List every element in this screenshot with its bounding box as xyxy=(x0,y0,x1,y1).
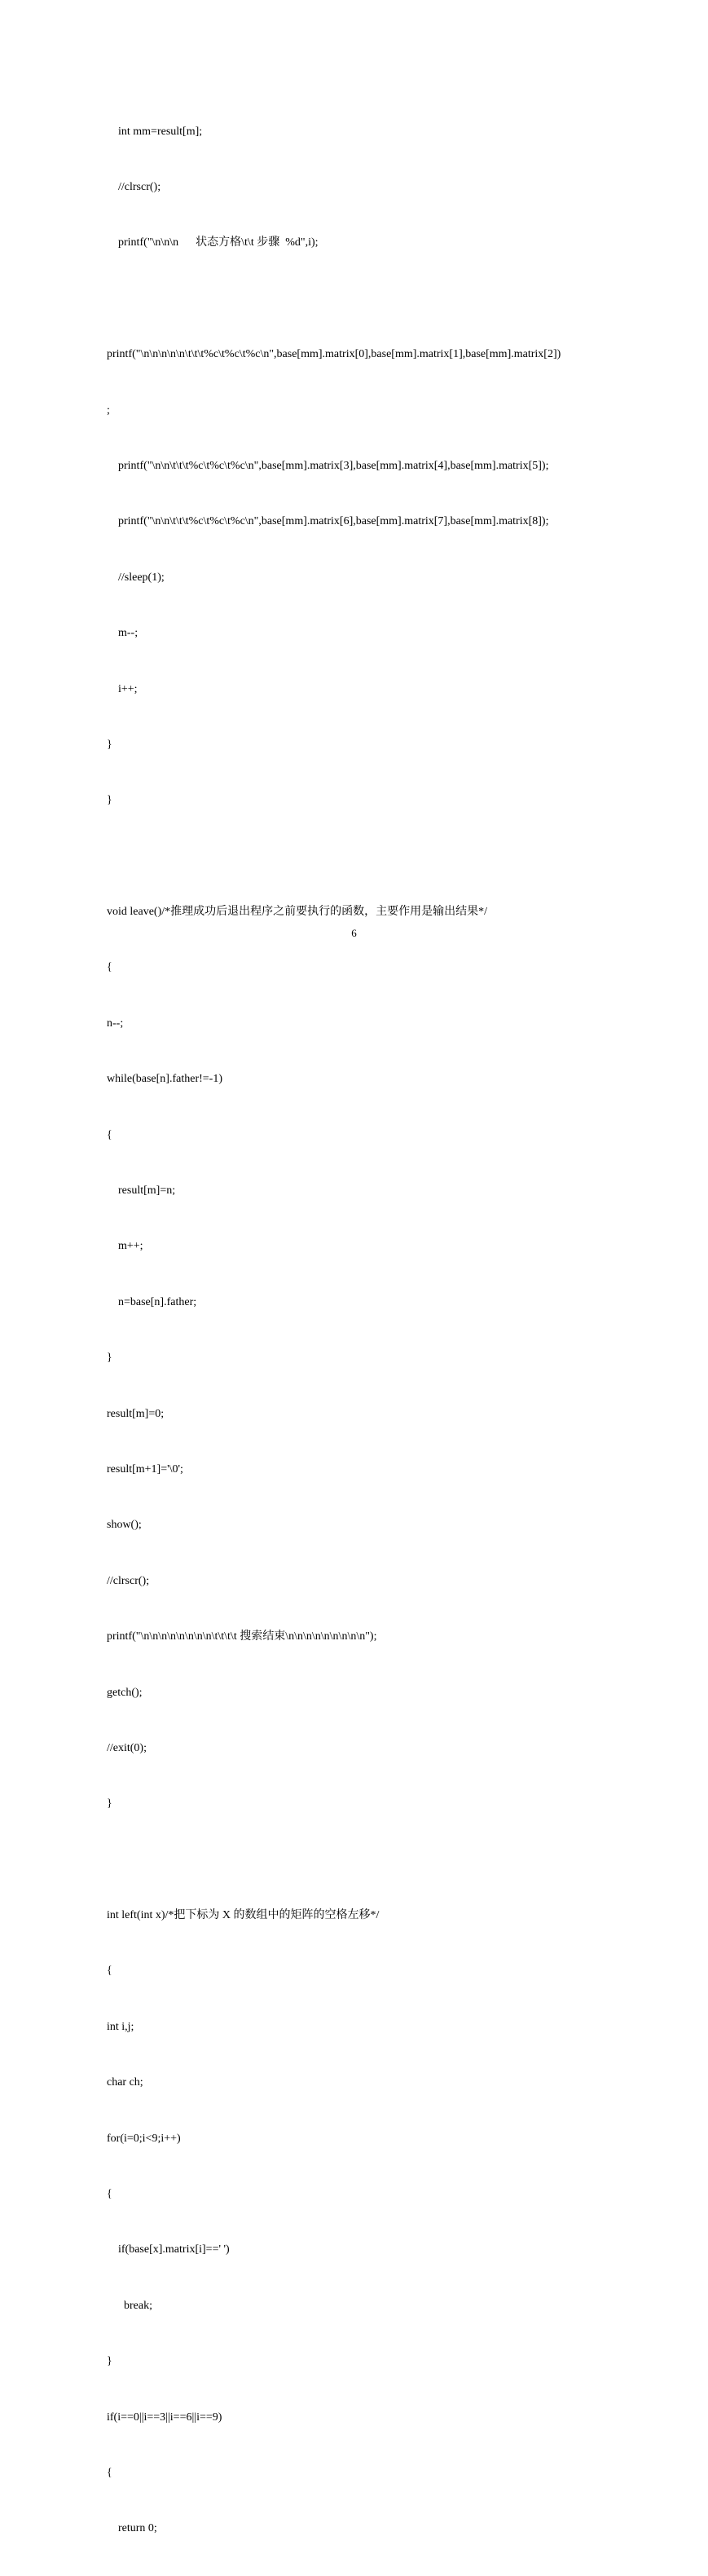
code-line: getch(); xyxy=(107,1686,143,1699)
code-line: printf("\n\n\t\t\t%c\t%c\t%c\n",base[mm].matrix[6],base[mm].matrix[7],base[mm].matrix[8]); xyxy=(107,515,549,528)
code-line: show(); xyxy=(107,1519,142,1532)
code-line: } xyxy=(107,1797,112,1811)
code-line: void leave()/*推理成功后退出程序之前要执行的函数，主要作用是输出结果*/ xyxy=(107,906,488,919)
code-line: //clrscr(); xyxy=(107,180,161,193)
code-line: result[m]=0; xyxy=(107,1407,165,1420)
code-line: int i,j; xyxy=(107,2020,134,2033)
code-line: printf("\n\n\n\n\n\n\n\n\t\t\t\t 搜索结束\n\n\n\n\n\n\n\n\n"); xyxy=(107,1630,377,1643)
code-line: } xyxy=(107,2355,112,2368)
code-line: { xyxy=(107,1128,112,1141)
code-line: printf("\n\n\n 状态方格\t\t 步骤 %d",i); xyxy=(107,236,319,249)
code-line: if(i==0||i==3||i==6||i==9) xyxy=(107,2411,222,2424)
code-line: i++; xyxy=(107,682,138,695)
code-line: //sleep(1); xyxy=(107,571,165,584)
code-line: n=base[n].father; xyxy=(107,1295,197,1308)
code-line: } xyxy=(107,738,112,751)
code-line: { xyxy=(107,2188,112,2201)
code-line: result[m+1]='\0'; xyxy=(107,1462,183,1475)
code-line: if(base[x].matrix[i]==' ') xyxy=(107,2243,230,2256)
code-line: ; xyxy=(107,404,110,417)
code-line: m--; xyxy=(107,627,139,640)
code-line: printf("\n\n\t\t\t%c\t%c\t%c\n",base[mm].matrix[3],base[mm].matrix[4],base[mm].matrix[5]); xyxy=(107,459,549,472)
code-line: result[m]=n; xyxy=(107,1184,176,1198)
code-line: int mm=result[m]; xyxy=(107,125,203,138)
code-line: //exit(0); xyxy=(107,1741,147,1754)
code-line: { xyxy=(107,961,112,974)
code-line: n--; xyxy=(107,1017,124,1030)
code-line: { xyxy=(107,2467,112,2479)
code-line: } xyxy=(107,1352,112,1365)
code-line: return 0; xyxy=(107,2522,157,2535)
code-block xyxy=(107,86,677,2576)
code-line xyxy=(107,1851,677,1870)
code-line: for(i=0;i<9;i++) xyxy=(107,2132,181,2145)
code-line: m++; xyxy=(107,1240,143,1253)
code-line: printf("\n\n\n\n\n\t\t\t%c\t%c\t%c\n",base[mm].matrix[0],base[mm].matrix[1],base[mm].matrix[2]) xyxy=(107,348,561,361)
code-line: break; xyxy=(107,2299,152,2312)
code-line: char ch; xyxy=(107,2076,143,2089)
page-number: 6 xyxy=(351,927,357,939)
code-line xyxy=(107,290,677,309)
code-line: //clrscr(); xyxy=(107,1574,150,1587)
code-line: { xyxy=(107,1965,112,1978)
code-line xyxy=(107,848,677,867)
code-line: } xyxy=(107,794,112,807)
code-line: while(base[n].father!=-1) xyxy=(107,1073,222,1086)
code-line: int left(int x)/*把下标为 X 的数组中的矩阵的空格左移*/ xyxy=(107,1909,380,1922)
